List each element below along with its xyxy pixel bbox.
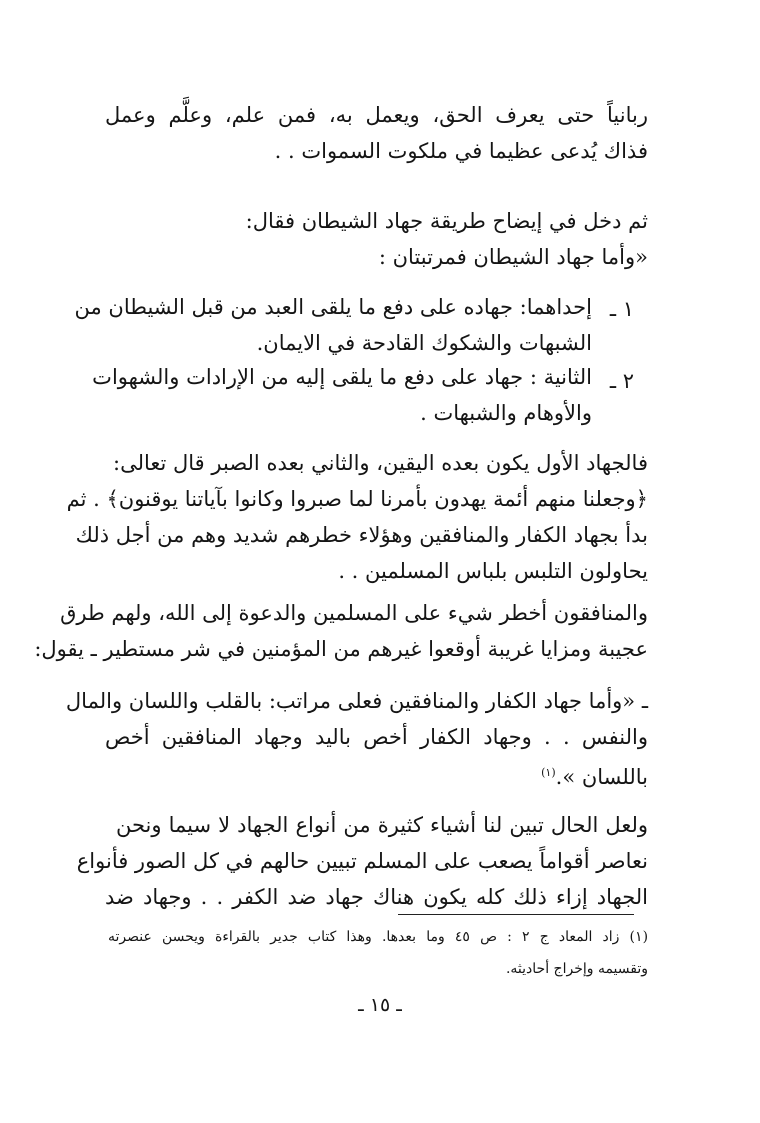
paragraph-3-line-1: فالجهاد الأول يكون بعده اليقين، والثاني بعده الصبر قال تعالى: — [113, 451, 648, 475]
paragraph-5-line-3 — [105, 760, 648, 794]
paragraph-3-line-4: يحاولون التلبس بلباس المسلمين . . — [338, 559, 648, 583]
page-number: ـ ١٥ ـ — [358, 994, 402, 1016]
paragraph-6-line-3: الجهاد إزاء ذلك كله يكون هناك جهاد ضد الكفر . . وجهاد ضد — [105, 885, 648, 909]
list-item-2-line-2: والأوهام والشبهات . — [420, 401, 592, 425]
paragraph-3-line-3: بدأ بجهاد الكفار والمنافقين وهؤلاء خطرهم شديد وهم من أجل ذلك — [75, 523, 648, 547]
paragraph-3-line-2: ﴿وجعلنا منهم أئمة يهدون بأمرنا لما صبروا وكانوا بآياتنا يوقنون﴾ . ثم — [66, 487, 648, 511]
footnote-line-2: وتقسيمه وإخراج أحاديثه. — [505, 961, 648, 977]
list-item-1-line-1: إحداهما: جهاده على دفع ما يلقى العبد من قبل الشيطان من — [74, 295, 592, 319]
paragraph-4-line-1: والمنافقون أخطر شيء على المسلمين والدعوة إلى الله، ولهم طرق — [60, 601, 648, 625]
paragraph-5-line-3-text: باللسان ». — [555, 765, 648, 789]
paragraph-6-line-2: نعاصر أقواماً يصعب على المسلم تبيين حالهم في كل الصور فأنواع — [76, 849, 648, 873]
paragraph-4-line-2: عجيبة ومزايا غريبة أوقعوا غيرهم من المؤمنين في شر مستطير ـ يقول: — [34, 637, 648, 661]
list-item-1-number: ١ ـ — [609, 297, 634, 321]
paragraph-1-line-2: فذاك يُدعى عظيما في ملكوت السموات . . — [274, 139, 648, 163]
list-item-2-number: ٢ ـ — [609, 369, 634, 393]
footnote-line-1: (١) زاد المعاد ج ٢ : ص ٤٥ وما بعدها. وهذا كتاب جدير بالقراءة ويحسن عنصرته — [108, 929, 649, 945]
paragraph-2-line-2: «وأما جهاد الشيطان فمرتبتان : — [378, 245, 648, 269]
paragraph-5-line-1: ـ «وأما جهاد الكفار والمنافقين فعلى مراتب: بالقلب واللسان والمال — [65, 689, 648, 713]
footnote-marker: (١) — [541, 766, 556, 779]
paragraph-2-line-1: ثم دخل في إيضاح طريقة جهاد الشيطان فقال: — [245, 209, 648, 233]
footnote-divider — [398, 914, 634, 915]
list-item-1-line-2: الشبهات والشكوك القادحة في الايمان. — [256, 331, 592, 355]
paragraph-6-line-1: ولعل الحال تبين لنا أشياء كثيرة من أنواع الجهاد لا سيما ونحن — [116, 813, 648, 837]
paragraph-5-line-2: والنفس . . وجهاد الكفار أخص باليد وجهاد المنافقين أخص — [105, 725, 648, 749]
list-item-2-line-1: الثانية : جهاد على دفع ما يلقى إليه من الإرادات والشهوات — [92, 365, 592, 389]
paragraph-1-line-1: ربانياً حتى يعرف الحق، ويعمل به، فمن علم، وعلَّم وعمل — [105, 103, 648, 127]
